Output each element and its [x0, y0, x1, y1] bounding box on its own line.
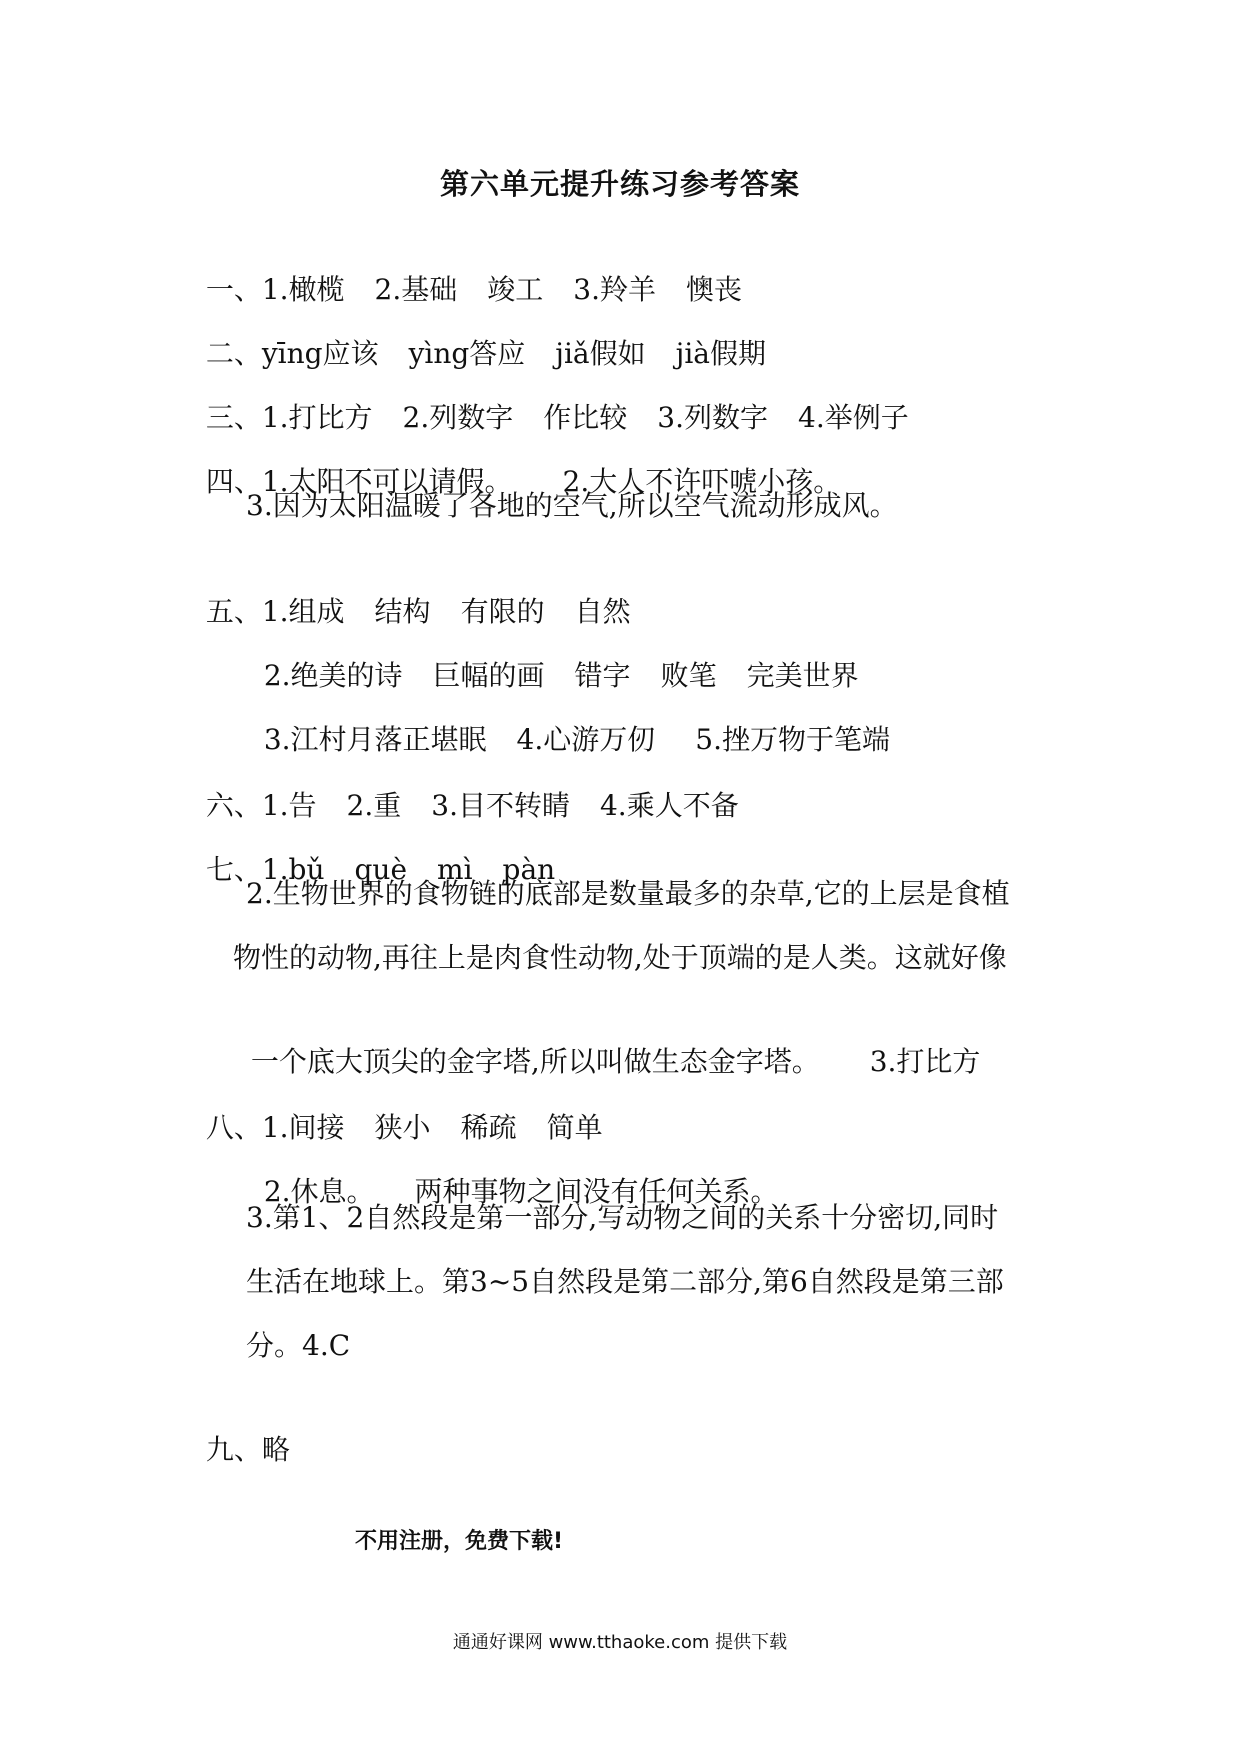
- section-label: 七、: [205, 853, 262, 886]
- section-label: 五、: [205, 595, 262, 628]
- answer-item: 4.心游万仞: [516, 723, 656, 756]
- answer-section-9: [188, 1390, 290, 1470]
- answer-item: 1.打比方: [261, 401, 373, 434]
- answer-item: 1.橄榄: [261, 273, 345, 306]
- section-label: 六、: [205, 789, 262, 822]
- answer-item: 1.bǔ: [261, 853, 325, 886]
- answer-item: 稀疏: [460, 1111, 517, 1144]
- answer-item: 4.乘人不备: [599, 789, 739, 822]
- answer-paragraph-line: 物性的动物,再往上是肉食性动物,处于顶端的是人类。这就好像: [233, 941, 1007, 974]
- answer-item: mì: [437, 853, 473, 886]
- answer-item: 3.羚羊: [573, 273, 656, 306]
- footer-note: 不用注册，免费下载!: [355, 1529, 564, 1554]
- footer-site-credit: 通通好课网 www.tthaoke.com 提供下载: [452, 1632, 788, 1653]
- answer-item: 2.休息。: [263, 1175, 375, 1208]
- section-label: 三、: [205, 401, 262, 434]
- answer-item: 错字: [574, 659, 631, 692]
- section-label: 九、: [205, 1433, 262, 1466]
- answer-item: pàn: [502, 853, 556, 886]
- answer-item: jiǎ假如: [555, 337, 646, 370]
- answer-item: 败笔: [660, 659, 717, 692]
- answer-item: 略: [261, 1433, 290, 1466]
- answer-item: 1.间接: [261, 1111, 345, 1144]
- answer-item: 2.列数字: [402, 401, 514, 434]
- answer-item: 3.江村月落正堪眠: [263, 723, 487, 756]
- answer-item: 1.告: [261, 789, 317, 822]
- answer-item: 2.重: [346, 789, 402, 822]
- answer-line: 3.因为太阳温暖了各地的空气,所以空气流动形成风。: [246, 489, 898, 522]
- answer-item: 3.目不转睛: [431, 789, 570, 822]
- answer-item: 1.组成: [261, 595, 345, 628]
- answer-item: 巨幅的画: [432, 659, 545, 692]
- answer-paragraph-line: 生活在地球上。第3~5自然段是第二部分,第6自然段是第三部: [246, 1265, 1004, 1298]
- answer-item: jià假期: [675, 337, 766, 370]
- answer-item: 2.基础: [374, 273, 458, 306]
- section-label: 八、: [205, 1111, 262, 1144]
- answer-paragraph-line: 2.生物世界的食物链的底部是数量最多的杂草,它的上层是食植: [246, 877, 1010, 910]
- answer-paragraph-line: 分。4.C: [246, 1329, 351, 1362]
- answer-item: 懊丧: [686, 273, 743, 306]
- answer-item: 竣工: [487, 273, 544, 306]
- answer-item: 作比较: [543, 401, 628, 434]
- answer-item: 3.列数字: [657, 401, 768, 434]
- answer-item: 一个底大顶尖的金字塔,所以叫做生态金字塔。: [250, 1045, 820, 1078]
- answer-item: 完美世界: [746, 659, 859, 692]
- section-label: 四、: [205, 465, 262, 498]
- answer-item: 狭小: [374, 1111, 431, 1144]
- answer-item: 简单: [546, 1111, 603, 1144]
- answer-item: 自然: [574, 595, 631, 628]
- answer-item: yìng答应: [408, 337, 526, 370]
- answer-item: yīng应该: [261, 337, 379, 370]
- page-title: 第六单元提升练习参考答案: [439, 167, 800, 201]
- answer-item: què: [354, 853, 408, 886]
- answer-item: 两种事物之间没有任何关系。: [414, 1175, 779, 1208]
- answer-item: 3.打比方: [869, 1045, 981, 1078]
- answer-item: 5.挫万物于笔端: [695, 723, 890, 756]
- answer-paragraph-line: 3.第1、2自然段是第一部分,写动物之间的关系十分密切,同时: [246, 1201, 999, 1234]
- section-label: 一、: [205, 273, 262, 306]
- answer-item: 1.太阳不可以请假。: [261, 465, 513, 498]
- answer-item: 结构: [374, 595, 431, 628]
- answer-item: 4.举例子: [798, 401, 909, 434]
- section-label: 二、: [205, 337, 262, 370]
- answer-item: 有限的: [460, 595, 545, 628]
- answer-item: 2.绝美的诗: [263, 659, 403, 692]
- answer-item: 2.大人不许吓唬小孩。: [562, 465, 842, 498]
